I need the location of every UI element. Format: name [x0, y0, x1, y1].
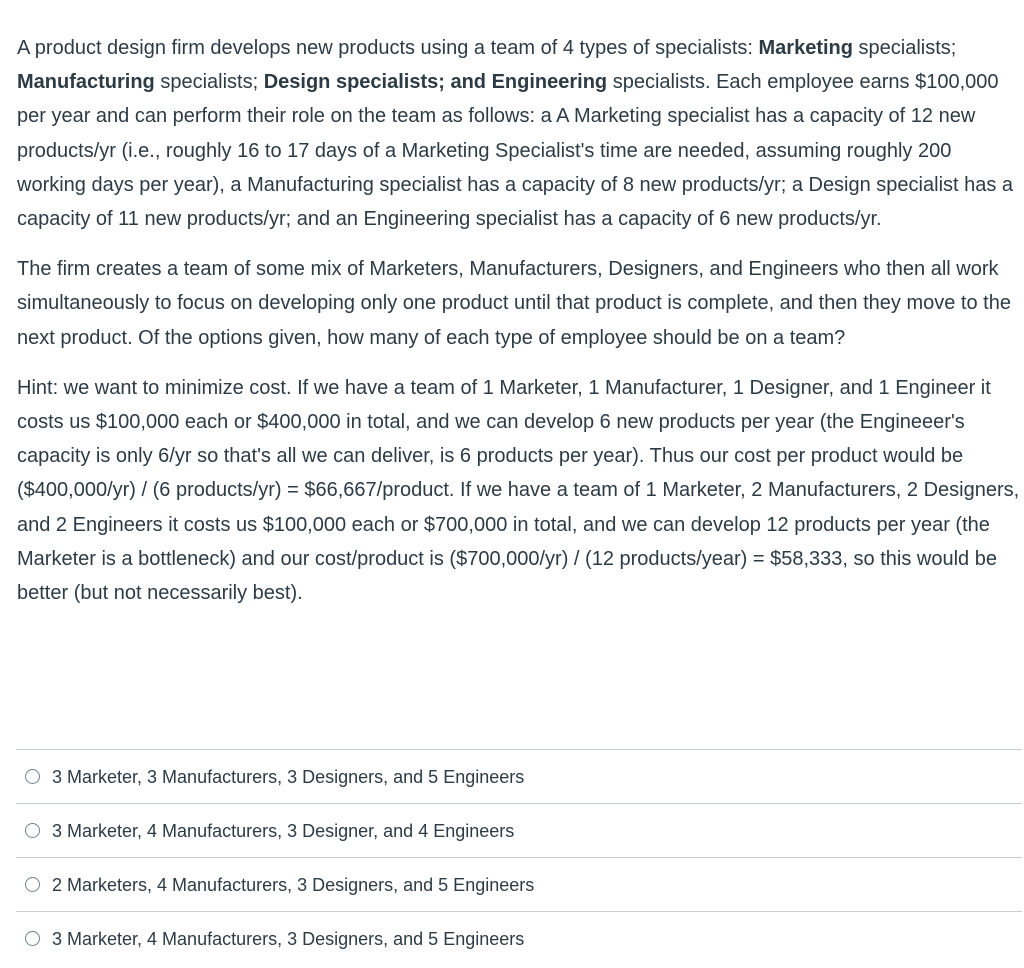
answer-option-2[interactable] [16, 804, 1022, 858]
question-text [17, 31, 1022, 610]
answer-label: 3 Marketer, 3 Manufacturers, 3 Designers, and 5 Engineers [52, 766, 525, 787]
answer-option-1[interactable] [16, 750, 1022, 804]
bold-term-marketing: Marketing [758, 37, 853, 59]
answer-label: 2 Marketers, 4 Manufacturers, 3 Designers, and 5 Engineers [52, 874, 535, 895]
radio-button[interactable] [25, 877, 40, 892]
radio-button[interactable] [25, 823, 40, 838]
bold-term-engineering: Engineering [491, 71, 608, 94]
bold-term-design: Design [263, 71, 331, 94]
answer-option-3[interactable] [16, 858, 1022, 912]
answer-list [16, 749, 1022, 965]
bold-term-manufacturing: Manufacturing [17, 71, 155, 94]
radio-button[interactable] [25, 931, 40, 946]
answer-option-4[interactable] [16, 912, 1022, 965]
answer-label: 3 Marketer, 4 Manufacturers, 3 Designers, and 5 Engineers [52, 928, 525, 949]
question-paragraph-2: The firm creates a team of some mix of Marketers, Manufacturers, Designers, and Engineers who then all work simultaneously to focus on developing only one product until that product is complete, and then they move to the next product. Of the options given, how many of each type of employee should be on a team? [17, 258, 1011, 349]
answer-label: 3 Marketer, 4 Manufacturers, 3 Designer, and 4 Engineers [52, 820, 515, 841]
radio-button[interactable] [25, 769, 40, 784]
question-paragraph-1: A product design firm develops new products using a team of 4 types of specialists: Marketing specialists; Manufacturing specialists; Design specialists; and Engineering specialists. Each employee earns $100,000 per year and can perform their role on the team as follows: a A Marketing specialist has a capacity of 12 new products/yr (i.e., roughly 16 to 17 days of a Marketing Specialist's time are needed, assuming roughly 200 working days per year), a Manufacturing specialist has a capacity of 8 new products/yr; a Design specialist has a capacity of 11 new products/yr; and an Engineering specialist has a capacity of 6 new products/yr. [17, 37, 1014, 231]
hint-paragraph: Hint: we want to minimize cost. If we have a team of 1 Marketer, 1 Manufacturer, 1 Designer, and 1 Engineer it costs us $100,000 each or $400,000 in total, and we can develop 6 new products per year (the Engineeer's capacity is only 6/yr so that's all we can deliver, is 6 products per year). Thus our cost per product would be ($400,000/yr) / (6 products/yr) = $66,667/product. If we have a team of 1 Marketer, 2 Manufacturers, 2 Designers, and 2 Engineers it costs us $100,000 each or $700,000 in total, and we can develop 12 products per year (the Marketer is a bottleneck) and our cost/product is ($700,000/yr) / (12 products/year) = $58,333, so this would be better (but not necessarily best). [17, 376, 1020, 605]
